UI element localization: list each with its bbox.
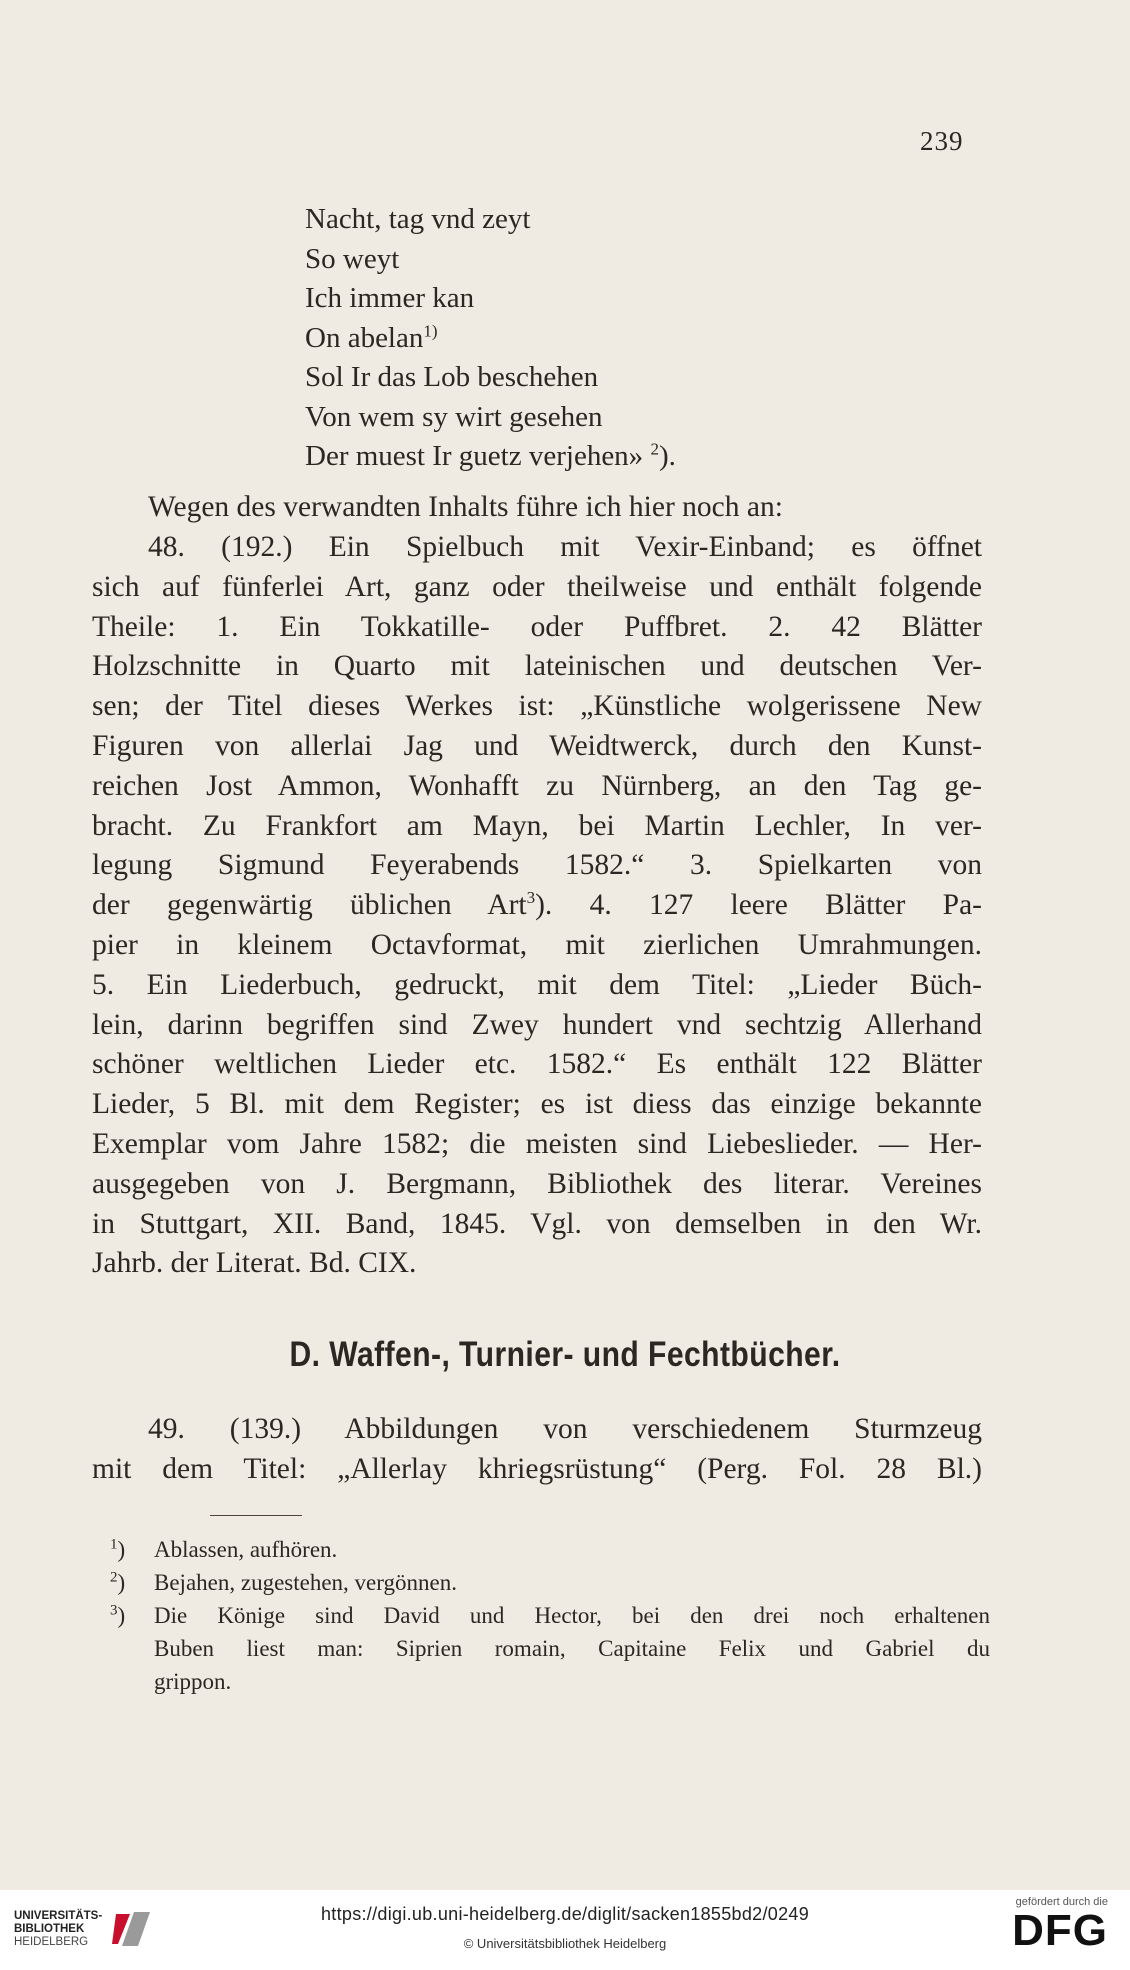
poem-line xyxy=(305,319,676,359)
text-line: legung Sigmund Feyerabends 1582.“ 3. Spielkarten von xyxy=(92,849,982,882)
poem-line: So weyt xyxy=(305,242,400,275)
footnote-mark: 1 xyxy=(110,1536,118,1553)
page-number: 239 xyxy=(920,126,964,156)
text-segment: der gegenwärtig üblichen Art xyxy=(92,889,527,922)
text-segment: ). 4. 127 leere Blätter Pa- xyxy=(535,889,982,922)
text-line: 5. Ein Liederbuch, gedruckt, mit dem Titel: „Lieder Büch- xyxy=(92,968,982,1001)
intro-paragraph xyxy=(92,488,982,528)
funding-caption: gefördert durch die xyxy=(1015,1896,1108,1908)
poem-line-text: Der muest Ir guetz verjehen» xyxy=(305,440,644,472)
footnote-text: Ablassen, aufhören. xyxy=(154,1537,338,1562)
viewer-footer xyxy=(0,1890,1130,1970)
entry-49-paragraph xyxy=(92,1410,982,1490)
poem-line xyxy=(305,437,676,477)
text-line: 49. (139.) Abbildungen von verschiedenem Sturmzeug xyxy=(148,1413,982,1445)
text-line: bracht. Zu Frankfort am Mayn, bei Martin Lechler, In ver- xyxy=(92,809,982,842)
copyright-notice: © Universitätsbibliothek Heidelberg xyxy=(463,1936,667,1951)
text-line: Theile: 1. Ein Tokkatille- oder Puffbret. 2. 42 Blätter xyxy=(92,610,982,643)
footnote-text: Bejahen, zugestehen, vergönnen. xyxy=(154,1570,457,1595)
poem-line: Ich immer kan xyxy=(305,282,475,314)
footnote: $^1$) Ablassen, aufhören. xyxy=(110,1533,990,1566)
text-line: lein, darinn begriffen sind Zwey hundert vnd sechtzig Allerhand xyxy=(92,1008,982,1041)
library-name-line: HEIDELBERG xyxy=(14,1935,89,1948)
entry-48-paragraph xyxy=(92,528,982,1284)
text-line: Holzschnitte in Quarto mit lateinischen und deutschen Ver- xyxy=(92,650,982,683)
library-name-line: UNIVERSITÄTS- xyxy=(14,1909,103,1922)
footnote-ref: 2 xyxy=(650,439,659,459)
poem-line-end: ). xyxy=(658,440,676,472)
footnote-mark: 2 xyxy=(110,1569,118,1586)
text-line: sen; der Titel dieses Werkes ist: „Künstliche wolgerissene New xyxy=(92,690,982,723)
footnote: $^3$) Die Könige sind David und Hector, bei den drei noch erhaltenen Buben liest man: Siprien romain, Capitaine Felix und Gabriel du grippon. xyxy=(110,1599,990,1698)
poem xyxy=(305,200,676,477)
text-line: schöner weltlichen Lieder etc. 1582.“ Es enthält 122 Blätter xyxy=(92,1048,982,1081)
text-line: 48. (192.) Ein Spielbuch mit Vexir-Einband; es öffnet xyxy=(148,531,982,563)
poem-line-text: On abelan xyxy=(305,321,424,354)
footnote-text: grippon. xyxy=(154,1669,232,1694)
poem-line: Nacht, tag vnd zeyt xyxy=(305,203,531,235)
text-line xyxy=(92,886,982,926)
text-line: in Stuttgart, XII. Band, 1845. Vgl. von demselben in den Wr. xyxy=(92,1207,982,1240)
footnote-ref: 3 xyxy=(526,888,536,908)
section-heading: D. Waffen-, Turnier- und Fechtbücher. xyxy=(289,1335,841,1374)
text-line: ausgegeben von J. Bergmann, Bibliothek des literar. Vereines xyxy=(92,1167,982,1200)
footnote-text: Buben liest man: Siprien romain, Capitaine Felix und Gabriel du xyxy=(154,1636,990,1661)
footnote-mark: 3 xyxy=(110,1602,118,1619)
footnotes xyxy=(110,1533,990,1698)
footnote-ref: 1) xyxy=(423,320,438,340)
text-line: Jahrb. der Literat. Bd. CIX. xyxy=(92,1247,417,1280)
dfg-wordmark: DFG xyxy=(1012,1906,1108,1955)
poem-line: Sol Ir das Lob beschehen xyxy=(305,361,599,393)
library-name-line: BIBLIOTHEK xyxy=(14,1922,85,1935)
permalink-url[interactable]: https://digi.ub.uni-heidelberg.de/diglit/sacken1855bd2/0249 xyxy=(320,1904,810,1924)
footnote-divider xyxy=(210,1515,302,1516)
footnote: $^2$) Bejahen, zugestehen, vergönnen. xyxy=(110,1566,990,1599)
dfg-logo[interactable] xyxy=(1012,1896,1108,1954)
footnote-text: Die Könige sind David und Hector, bei den drei noch erhaltenen xyxy=(154,1603,990,1628)
poem-line: Von wem sy wirt gesehen xyxy=(305,400,603,433)
text-line: sich auf fünferlei Art, ganz oder theilweise und enthält folgende xyxy=(92,570,982,603)
text-line: Exemplar vom Jahre 1582; die meisten sind Liebeslieder. — Her- xyxy=(92,1127,982,1160)
text-line: Figuren von allerlai Jag und Weidtwerck, durch den Kunst- xyxy=(92,729,982,762)
text-line: Lieder, 5 Bl. mit dem Register; es ist diess das einzige bekannte xyxy=(92,1088,982,1121)
text-line: Wegen des verwandten Inhalts führe ich hier noch an: xyxy=(148,491,783,523)
text-line: pier in kleinem Octavformat, mit zierlichen Umrahmungen. xyxy=(92,928,982,961)
text-line: mit dem Titel: „Allerlay khriegsrüstung“ (Perg. Fol. 28 Bl.) xyxy=(92,1452,982,1485)
text-line: reichen Jost Ammon, Wonhafft zu Nürnberg, an den Tag ge- xyxy=(92,769,982,802)
